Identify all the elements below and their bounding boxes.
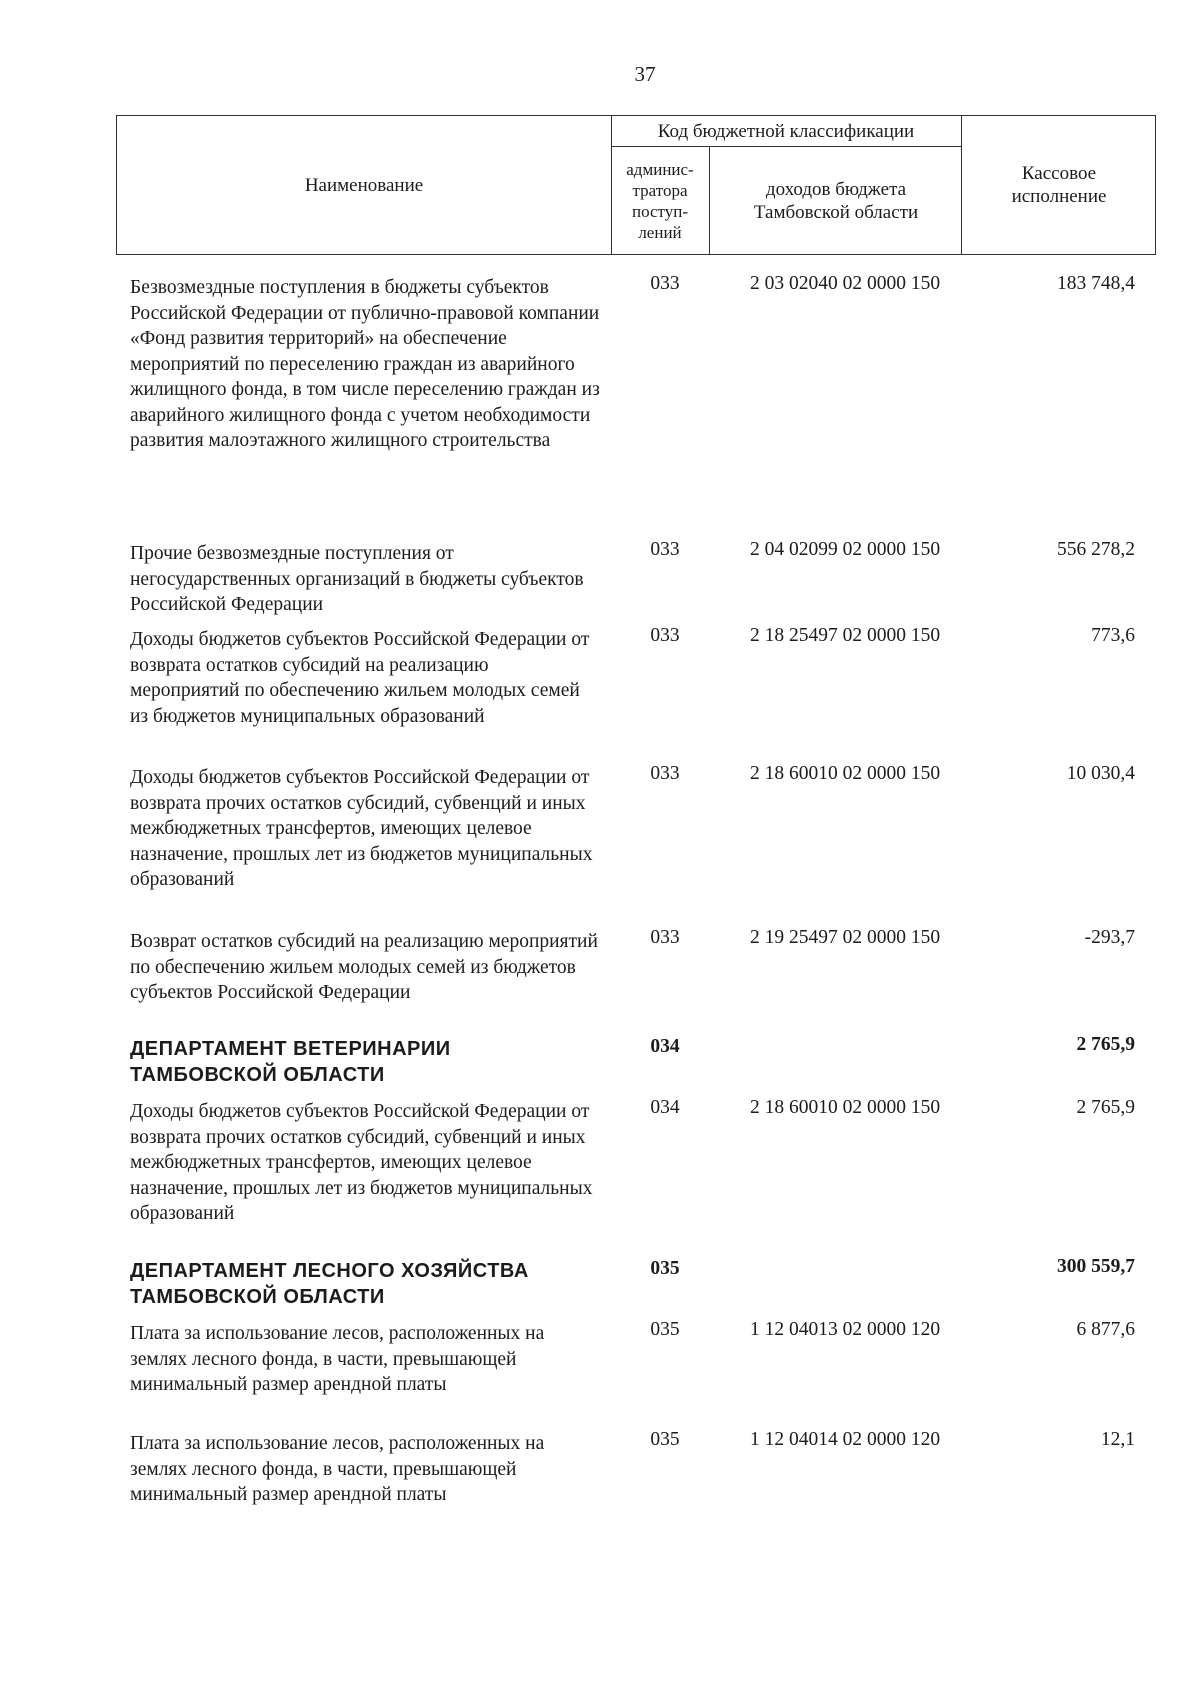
row-amount: 12,1 <box>1100 1429 1135 1450</box>
row-admin-code: 035 <box>650 1319 680 1340</box>
header-admin: админис-тратора поступ-лений <box>626 159 694 242</box>
row-income-code: 2 18 60010 02 0000 150 <box>749 1097 941 1118</box>
row-income-code: 1 12 04014 02 0000 120 <box>749 1429 941 1450</box>
row-income-code: 2 18 60010 02 0000 150 <box>749 763 941 784</box>
table-header <box>116 115 1156 255</box>
department-admin-code: 034 <box>650 1036 680 1057</box>
header-name: Наименование <box>304 174 424 196</box>
row-admin-code: 033 <box>650 625 680 646</box>
row-name: Плата за использование лесов, расположенных на землях лесного фонда, в части, превышающей минимальный размер арендной платы <box>130 1433 545 1505</box>
department-total: 300 559,7 <box>1057 1256 1135 1277</box>
row-income-code: 1 12 04013 02 0000 120 <box>749 1319 941 1340</box>
row-name: Доходы бюджетов субъектов Российской Федерации от возврата прочих остатков субсидий, субвенций и иных межбюджетных трансфертов, имеющих целевое назначение, прошлых лет из бюджетов муниципальных образований <box>130 767 593 890</box>
page-number: 37 <box>634 62 656 86</box>
row-income-code: 2 03 02040 02 0000 150 <box>749 273 941 294</box>
row-admin-code: 033 <box>650 273 680 294</box>
row-amount: 773,6 <box>1091 625 1135 646</box>
department-total: 2 765,9 <box>1076 1034 1135 1055</box>
department-admin-code: 035 <box>650 1258 680 1279</box>
row-admin-code: 033 <box>650 539 680 560</box>
row-admin-code: 035 <box>650 1429 680 1450</box>
row-amount: -293,7 <box>1084 927 1135 948</box>
header-income: доходов бюджета Тамбовской области <box>753 178 919 223</box>
row-amount: 2 765,9 <box>1076 1097 1135 1118</box>
row-name: Доходы бюджетов субъектов Российской Федерации от возврата остатков субсидий на реализацию мероприятий по обеспечению жильем молодых семей из бюджетов муниципальных образований <box>130 629 590 727</box>
row-income-code: 2 19 25497 02 0000 150 <box>749 927 941 948</box>
row-income-code: 2 18 25497 02 0000 150 <box>749 625 941 646</box>
row-income-code: 2 04 02099 02 0000 150 <box>749 539 941 560</box>
row-admin-code: 034 <box>650 1097 680 1118</box>
row-name: Безвозмездные поступления в бюджеты субъектов Российской Федерации от публично-правовой компании «Фонд развития территорий» на обеспечение мероприятий по переселению граждан из аварийного жилищного фонда, в том числе переселению граждан из аварийного жилищного фонда с учетом необходимости развития малоэтажного жилищного строительства <box>130 277 600 451</box>
row-amount: 183 748,4 <box>1057 273 1135 294</box>
department-name: ДЕПАРТАМЕНТ ЛЕСНОГО ХОЗЯЙСТВА ТАМБОВСКОЙ ОБЛАСТИ <box>130 1260 529 1308</box>
row-name: Плата за использование лесов, расположенных на землях лесного фонда, в части, превышающей минимальный размер арендной платы <box>130 1323 545 1395</box>
row-admin-code: 033 <box>650 763 680 784</box>
header-code-group: Код бюджетной классификации <box>657 120 915 142</box>
row-amount: 556 278,2 <box>1057 539 1135 560</box>
header-execution: Кассовое исполнение <box>1011 163 1107 207</box>
row-amount: 6 877,6 <box>1076 1319 1135 1340</box>
row-amount: 10 030,4 <box>1066 763 1135 784</box>
row-admin-code: 033 <box>650 927 680 948</box>
department-name: ДЕПАРТАМЕНТ ВЕТЕРИНАРИИ ТАМБОВСКОЙ ОБЛАСТИ <box>130 1038 451 1086</box>
row-name: Прочие безвозмездные поступления от негосударственных организаций в бюджеты субъектов Российской Федерации <box>130 543 584 615</box>
row-name: Доходы бюджетов субъектов Российской Федерации от возврата прочих остатков субсидий, субвенций и иных межбюджетных трансфертов, имеющих целевое назначение, прошлых лет из бюджетов муниципальных образований <box>130 1101 593 1224</box>
row-name: Возврат остатков субсидий на реализацию мероприятий по обеспечению жильем молодых семей из бюджетов субъектов Российской Федерации <box>130 931 598 1003</box>
